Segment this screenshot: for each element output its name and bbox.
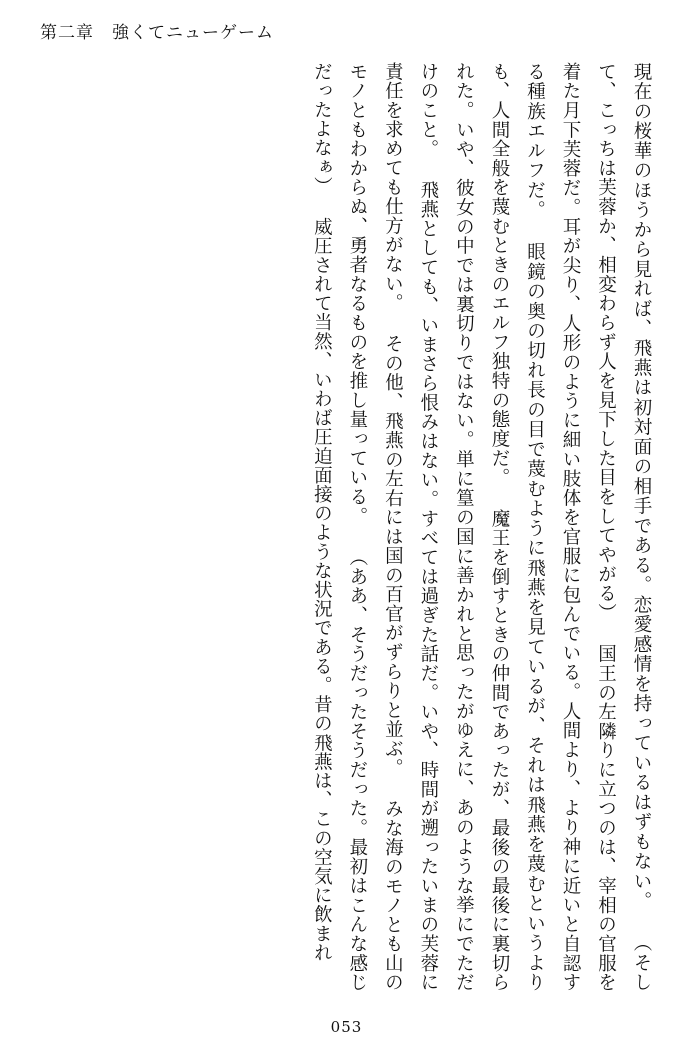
chapter-number: 第二章 (40, 23, 94, 43)
running-header (40, 18, 274, 43)
page-number: 053 (330, 1018, 363, 1036)
body-paragraphs: 現在の桜華のほうから見れば、飛燕は初対面の相手である。恋愛感情を持っているはずもない。 （そして、こっちは芙蓉か、相変わらず人を見下した目をしてやがる） 国王の左隣りに立つのは、宰相の官服を着た月下芙蓉だ。耳が尖り、人形のように細い肢体を官服に包んでいる。人間より、より神に近いと自認する種族エルフだ。 眼鏡の奥の切れ長の目で蔑むように飛燕を見ているが、それは飛燕を蔑むというよりも、人間全般を蔑むときのエルフ独特の態度だ。 魔王を倒すときの仲間であったが、最後の最後に裏切られた。いや、彼女の中では裏切りではない。単に篁の国に善かれと思ったがゆえに、あのような挙にでただけのこと。 飛燕としても、いまさら恨みはない。すべては過ぎた話だ。いや、時間が遡ったいまの芙蓉に責任を求めても仕方がない。 その他、飛燕の左右には国の百官がずらりと並ぶ。 みな海のモノとも山のモノともわからぬ、勇者なるものを推し量っている。 （ああ、そうだったそうだった。最初はこんな感じだったよなぁ） 威圧されて当然、いわば圧迫面接のような状況である。昔の飛燕は、この空気に飲まれ (311, 62, 652, 992)
chapter-title: 強くてニューゲーム (112, 23, 274, 43)
body-text (34, 62, 659, 992)
